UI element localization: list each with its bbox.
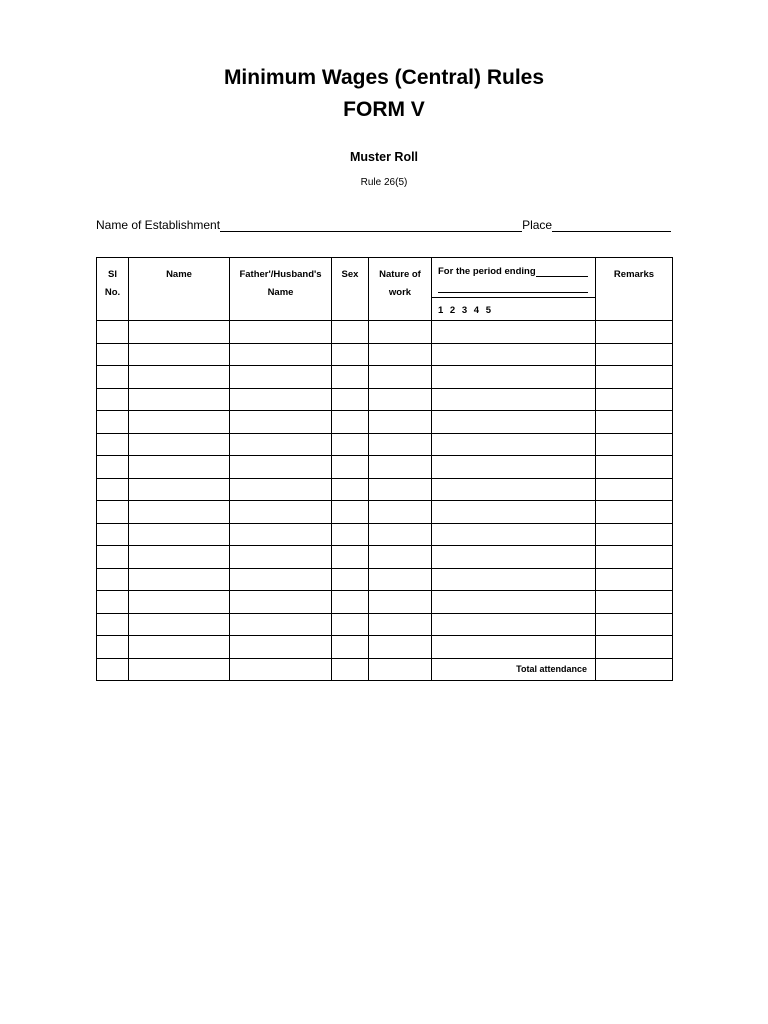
table-cell[interactable] bbox=[230, 546, 332, 569]
table-cell[interactable] bbox=[230, 591, 332, 614]
table-cell[interactable] bbox=[97, 523, 129, 546]
table-cell[interactable] bbox=[596, 321, 673, 344]
table-cell[interactable] bbox=[596, 411, 673, 434]
table-cell[interactable] bbox=[332, 366, 369, 389]
table-cell[interactable] bbox=[332, 591, 369, 614]
col-remarks-label: Remarks bbox=[613, 269, 655, 280]
table-cell[interactable] bbox=[97, 343, 129, 366]
table-cell[interactable] bbox=[596, 546, 673, 569]
table-cell[interactable] bbox=[369, 411, 432, 434]
establishment-name-field[interactable] bbox=[220, 217, 522, 232]
table-cell[interactable] bbox=[332, 321, 369, 344]
table-cell[interactable] bbox=[129, 411, 230, 434]
table-cell[interactable] bbox=[97, 636, 129, 659]
period-day-numbers: 1 2 3 4 5 bbox=[438, 305, 493, 316]
table-cell[interactable] bbox=[129, 613, 230, 636]
table-cell[interactable] bbox=[369, 523, 432, 546]
table-cell[interactable] bbox=[596, 433, 673, 456]
table-cell[interactable] bbox=[432, 591, 596, 614]
table-header-row bbox=[97, 258, 673, 321]
table-cell[interactable] bbox=[129, 546, 230, 569]
total-attendance-row bbox=[97, 658, 673, 681]
table-cell[interactable] bbox=[369, 613, 432, 636]
table-cell[interactable] bbox=[596, 343, 673, 366]
table-cell[interactable] bbox=[596, 366, 673, 389]
period-date-field[interactable] bbox=[536, 266, 588, 277]
table-cell[interactable] bbox=[332, 411, 369, 434]
table-row bbox=[97, 321, 673, 344]
table-cell[interactable] bbox=[369, 568, 432, 591]
table-cell[interactable] bbox=[369, 433, 432, 456]
table-cell[interactable] bbox=[230, 456, 332, 479]
table-row bbox=[97, 591, 673, 614]
table-cell[interactable] bbox=[432, 388, 596, 411]
table-cell[interactable] bbox=[129, 388, 230, 411]
table-cell[interactable] bbox=[332, 636, 369, 659]
table-cell[interactable] bbox=[230, 523, 332, 546]
table-cell[interactable] bbox=[129, 321, 230, 344]
table-cell[interactable] bbox=[369, 658, 432, 681]
col-sl-no-line1: Sl bbox=[108, 269, 117, 280]
table-cell[interactable] bbox=[332, 568, 369, 591]
table-cell[interactable] bbox=[332, 658, 369, 681]
col-nature-line1: Nature of bbox=[379, 269, 421, 280]
col-name bbox=[129, 258, 230, 321]
table-cell[interactable] bbox=[432, 433, 596, 456]
table-cell[interactable] bbox=[230, 321, 332, 344]
table-cell[interactable] bbox=[97, 366, 129, 389]
table-cell[interactable] bbox=[97, 321, 129, 344]
table-row bbox=[97, 388, 673, 411]
col-remarks bbox=[596, 258, 673, 321]
form-title: Minimum Wages (Central) Rules bbox=[223, 66, 545, 89]
col-father-husband-line2: Name bbox=[267, 287, 294, 298]
place-label: Place bbox=[522, 218, 553, 232]
table-cell[interactable] bbox=[97, 433, 129, 456]
establishment-name-label: Name of Establishment bbox=[96, 218, 221, 232]
table-cell[interactable] bbox=[369, 591, 432, 614]
table-cell[interactable] bbox=[97, 546, 129, 569]
table-cell[interactable] bbox=[97, 501, 129, 524]
table-cell[interactable] bbox=[596, 568, 673, 591]
total-remarks-cell[interactable] bbox=[596, 658, 673, 681]
table-cell[interactable] bbox=[230, 411, 332, 434]
table-row bbox=[97, 433, 673, 456]
table-cell[interactable] bbox=[97, 411, 129, 434]
table-cell[interactable] bbox=[332, 501, 369, 524]
table-cell[interactable] bbox=[129, 636, 230, 659]
col-nature-line2: work bbox=[388, 287, 412, 298]
table-cell[interactable] bbox=[432, 321, 596, 344]
table-cell[interactable] bbox=[230, 636, 332, 659]
table-cell[interactable] bbox=[369, 546, 432, 569]
table-cell[interactable] bbox=[129, 591, 230, 614]
table-cell[interactable] bbox=[596, 523, 673, 546]
table-body bbox=[97, 321, 673, 681]
table-cell[interactable] bbox=[230, 501, 332, 524]
col-father-husband-line1: Father'/Husband's bbox=[239, 269, 322, 280]
period-label: For the period ending bbox=[438, 266, 536, 277]
table-cell[interactable] bbox=[332, 343, 369, 366]
table-cell[interactable] bbox=[129, 501, 230, 524]
table-cell[interactable] bbox=[129, 568, 230, 591]
table-cell[interactable] bbox=[332, 523, 369, 546]
table-row bbox=[97, 546, 673, 569]
table-cell[interactable] bbox=[432, 366, 596, 389]
table-cell[interactable] bbox=[369, 343, 432, 366]
table-cell[interactable] bbox=[332, 456, 369, 479]
total-attendance-label: Total attendance bbox=[432, 658, 596, 681]
col-name-label: Name bbox=[166, 269, 192, 280]
period-date-field-2[interactable] bbox=[438, 292, 588, 293]
rule-reference: Rule 26(5) bbox=[360, 177, 408, 188]
table-cell[interactable] bbox=[369, 388, 432, 411]
table-cell[interactable] bbox=[230, 388, 332, 411]
table-cell[interactable] bbox=[369, 478, 432, 501]
col-sl-no-line2: No. bbox=[104, 287, 121, 298]
table-cell[interactable] bbox=[432, 411, 596, 434]
establishment-row bbox=[96, 217, 672, 232]
table-cell[interactable] bbox=[432, 456, 596, 479]
table-cell[interactable] bbox=[432, 613, 596, 636]
table-cell[interactable] bbox=[369, 456, 432, 479]
table-cell[interactable] bbox=[129, 658, 230, 681]
table-cell[interactable] bbox=[129, 523, 230, 546]
table-cell[interactable] bbox=[369, 636, 432, 659]
table-cell[interactable] bbox=[129, 433, 230, 456]
table-cell[interactable] bbox=[97, 388, 129, 411]
table-cell[interactable] bbox=[596, 456, 673, 479]
table-cell[interactable] bbox=[596, 636, 673, 659]
table-cell[interactable] bbox=[332, 546, 369, 569]
form-subtitle: Muster Roll bbox=[349, 150, 419, 164]
table-cell[interactable] bbox=[97, 591, 129, 614]
col-sex-label: Sex bbox=[341, 269, 359, 280]
table-cell[interactable] bbox=[332, 613, 369, 636]
table-cell[interactable] bbox=[129, 456, 230, 479]
table-cell[interactable] bbox=[432, 478, 596, 501]
table-cell[interactable] bbox=[432, 523, 596, 546]
col-period-ending bbox=[432, 258, 596, 321]
table-cell[interactable] bbox=[230, 478, 332, 501]
table-cell[interactable] bbox=[596, 591, 673, 614]
table-row bbox=[97, 366, 673, 389]
table-cell[interactable] bbox=[230, 433, 332, 456]
table-cell[interactable] bbox=[230, 343, 332, 366]
table-cell[interactable] bbox=[432, 546, 596, 569]
table-row bbox=[97, 343, 673, 366]
place-field[interactable] bbox=[552, 217, 671, 232]
table-cell[interactable] bbox=[332, 388, 369, 411]
table-cell[interactable] bbox=[432, 636, 596, 659]
table-cell[interactable] bbox=[596, 388, 673, 411]
table-cell[interactable] bbox=[97, 478, 129, 501]
table-row bbox=[97, 523, 673, 546]
table-cell[interactable] bbox=[230, 658, 332, 681]
table-row bbox=[97, 456, 673, 479]
table-cell[interactable] bbox=[332, 478, 369, 501]
table-row bbox=[97, 411, 673, 434]
col-sl-no bbox=[97, 258, 129, 321]
table-cell[interactable] bbox=[432, 501, 596, 524]
col-sex bbox=[332, 258, 369, 321]
table-cell[interactable] bbox=[596, 613, 673, 636]
table-cell[interactable] bbox=[97, 568, 129, 591]
table-cell[interactable] bbox=[129, 343, 230, 366]
table-cell[interactable] bbox=[129, 366, 230, 389]
table-cell[interactable] bbox=[230, 613, 332, 636]
table-cell[interactable] bbox=[97, 658, 129, 681]
period-header-top bbox=[432, 258, 595, 298]
table-cell[interactable] bbox=[97, 613, 129, 636]
table-cell[interactable] bbox=[432, 343, 596, 366]
table-cell[interactable] bbox=[369, 366, 432, 389]
col-nature-of-work bbox=[369, 258, 432, 321]
table-cell[interactable] bbox=[332, 433, 369, 456]
table-cell[interactable] bbox=[369, 321, 432, 344]
table-cell[interactable] bbox=[369, 501, 432, 524]
table-row bbox=[97, 613, 673, 636]
table-row bbox=[97, 478, 673, 501]
table-row bbox=[97, 568, 673, 591]
table-cell[interactable] bbox=[596, 478, 673, 501]
table-cell[interactable] bbox=[230, 366, 332, 389]
table-cell[interactable] bbox=[596, 501, 673, 524]
table-cell[interactable] bbox=[97, 456, 129, 479]
col-father-husband-name bbox=[230, 258, 332, 321]
table-row bbox=[97, 636, 673, 659]
table-cell[interactable] bbox=[230, 568, 332, 591]
table-cell[interactable] bbox=[129, 478, 230, 501]
table-row bbox=[97, 501, 673, 524]
form-number: FORM V bbox=[343, 98, 425, 121]
muster-roll-table bbox=[96, 257, 673, 681]
table-cell[interactable] bbox=[432, 568, 596, 591]
